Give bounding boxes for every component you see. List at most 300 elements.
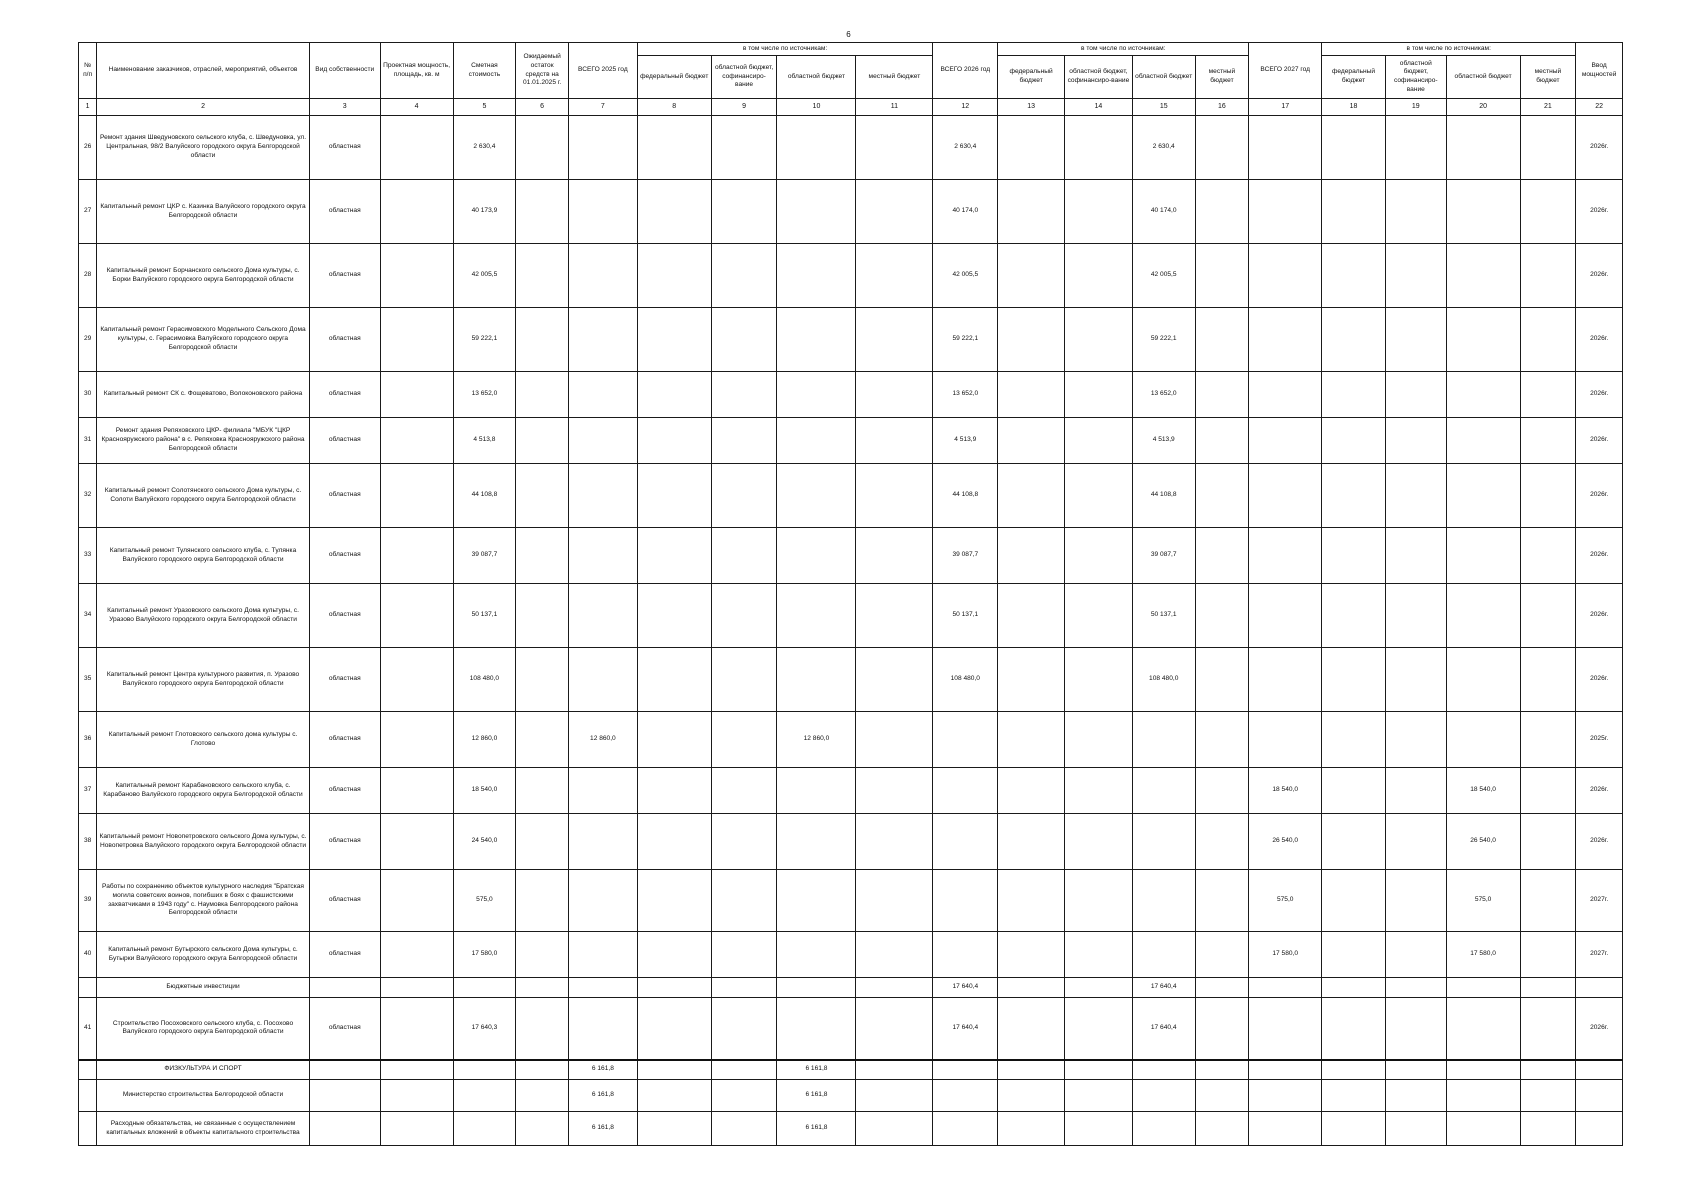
empty-cell — [637, 1080, 711, 1112]
empty-cell — [711, 1112, 777, 1146]
total-2026-cell: 17 640,4 — [933, 998, 998, 1060]
total-2026-cell: 39 087,7 — [933, 528, 998, 584]
empty-cell — [711, 464, 777, 528]
empty-cell — [380, 998, 453, 1060]
table-row — [79, 116, 1623, 180]
empty-cell — [516, 870, 569, 932]
empty-cell — [1249, 116, 1322, 180]
empty-cell — [1195, 978, 1249, 998]
empty-cell — [1520, 584, 1576, 648]
empty-cell — [1322, 180, 1386, 244]
column-number: 16 — [1195, 99, 1249, 116]
empty-cell — [1520, 1112, 1576, 1146]
empty-cell — [79, 1080, 97, 1112]
empty-cell — [309, 978, 380, 998]
section-row-sport — [79, 1060, 1623, 1080]
empty-cell — [1195, 584, 1249, 648]
empty-cell — [856, 814, 933, 870]
empty-cell — [998, 372, 1065, 418]
total-2025-cell: 6 161,8 — [568, 1112, 637, 1146]
empty-cell — [637, 978, 711, 998]
regional-2026-cell: 50 137,1 — [1132, 584, 1195, 648]
section-row-budget-investments — [79, 978, 1623, 998]
total-2027-cell: 17 580,0 — [1249, 932, 1322, 978]
column-number: 21 — [1520, 99, 1576, 116]
commission-year-cell: 2026г. — [1576, 464, 1623, 528]
empty-cell — [1195, 712, 1249, 768]
empty-cell — [1446, 244, 1520, 308]
empty-cell — [1249, 1060, 1322, 1080]
empty-cell — [1065, 768, 1133, 814]
empty-cell — [516, 814, 569, 870]
row-number: 39 — [79, 870, 97, 932]
column-number: 19 — [1385, 99, 1446, 116]
empty-cell — [1065, 814, 1133, 870]
empty-cell — [1446, 712, 1520, 768]
regional-2027-cell: 26 540,0 — [1446, 814, 1520, 870]
total-2026-cell: 59 222,1 — [933, 308, 998, 372]
empty-cell — [637, 528, 711, 584]
table-row — [79, 932, 1623, 978]
empty-cell — [1520, 244, 1576, 308]
empty-cell — [856, 932, 933, 978]
empty-cell — [1446, 584, 1520, 648]
column-numbers-row — [79, 99, 1623, 116]
empty-cell — [998, 584, 1065, 648]
row-number: 30 — [79, 372, 97, 418]
estimate-cell: 2 630,4 — [453, 116, 516, 180]
estimate-cell: 13 652,0 — [453, 372, 516, 418]
empty-cell — [1065, 464, 1133, 528]
empty-cell — [1520, 372, 1576, 418]
object-name: Капитальный ремонт СК с. Фощеватово, Волоконовского района — [97, 372, 310, 418]
empty-cell — [568, 998, 637, 1060]
empty-cell — [380, 180, 453, 244]
empty-cell — [1385, 998, 1446, 1060]
ownership-cell: областная — [309, 528, 380, 584]
empty-cell — [1520, 528, 1576, 584]
empty-cell — [933, 814, 998, 870]
empty-cell — [637, 768, 711, 814]
empty-cell — [777, 528, 856, 584]
empty-cell — [637, 116, 711, 180]
empty-cell — [856, 648, 933, 712]
regional-2026-cell: 4 513,9 — [1132, 418, 1195, 464]
empty-cell — [516, 712, 569, 768]
empty-cell — [1520, 998, 1576, 1060]
regional-2025-cell: 6 161,8 — [777, 1060, 856, 1080]
empty-cell — [711, 814, 777, 870]
empty-cell — [516, 1060, 569, 1080]
empty-cell — [1385, 584, 1446, 648]
empty-cell — [1520, 464, 1576, 528]
empty-cell — [777, 932, 856, 978]
regional-2026-cell: 17 640,4 — [1132, 978, 1195, 998]
empty-cell — [1195, 180, 1249, 244]
empty-cell — [1385, 244, 1446, 308]
commission-year-cell: 2025г. — [1576, 712, 1623, 768]
column-number: 12 — [933, 99, 998, 116]
empty-cell — [1195, 528, 1249, 584]
empty-cell — [711, 870, 777, 932]
empty-cell — [637, 1112, 711, 1146]
ownership-cell: областная — [309, 998, 380, 1060]
commission-year-cell: 2026г. — [1576, 308, 1623, 372]
row-number: 36 — [79, 712, 97, 768]
col-ownership: Вид собственности — [309, 43, 380, 99]
table-row — [79, 768, 1623, 814]
empty-cell — [568, 932, 637, 978]
empty-cell — [1132, 932, 1195, 978]
empty-cell — [711, 418, 777, 464]
regional-2026-cell: 59 222,1 — [1132, 308, 1195, 372]
empty-cell — [516, 1112, 569, 1146]
empty-cell — [380, 768, 453, 814]
estimate-cell: 39 087,7 — [453, 528, 516, 584]
empty-cell — [1385, 1080, 1446, 1112]
empty-cell — [516, 418, 569, 464]
empty-cell — [380, 116, 453, 180]
col-federal-2027: федеральный бюджет — [1322, 56, 1386, 99]
empty-cell — [380, 712, 453, 768]
ownership-cell: областная — [309, 584, 380, 648]
empty-cell — [637, 932, 711, 978]
empty-cell — [856, 1080, 933, 1112]
empty-cell — [516, 244, 569, 308]
empty-cell — [856, 116, 933, 180]
col-num: № п/п — [79, 43, 97, 99]
empty-cell — [1065, 1080, 1133, 1112]
empty-cell — [1249, 584, 1322, 648]
col-cofin-2027: областной бюджет, софинансиро-вание — [1385, 56, 1446, 99]
empty-cell — [998, 464, 1065, 528]
empty-cell — [1446, 116, 1520, 180]
total-2026-cell: 50 137,1 — [933, 584, 998, 648]
empty-cell — [637, 998, 711, 1060]
column-number: 10 — [777, 99, 856, 116]
empty-cell — [933, 1080, 998, 1112]
empty-cell — [1520, 1060, 1576, 1080]
empty-cell — [568, 418, 637, 464]
header-row — [79, 43, 1623, 56]
budget-table — [78, 42, 1623, 1146]
table-row — [79, 584, 1623, 648]
table-row — [79, 528, 1623, 584]
empty-cell — [1322, 1080, 1386, 1112]
section-label: Министерство строительства Белгородской области — [97, 1080, 310, 1112]
empty-cell — [777, 180, 856, 244]
column-number: 5 — [453, 99, 516, 116]
empty-cell — [998, 308, 1065, 372]
object-name: Ремонт здания Репяховского ЦКР- филиала "МБУК "ЦКР Краснояружского района" в с. Репяховка Краснояружского района Белгородской области — [97, 418, 310, 464]
table-row — [79, 180, 1623, 244]
estimate-cell: 59 222,1 — [453, 308, 516, 372]
empty-cell — [380, 648, 453, 712]
commission-year-cell: 2027г. — [1576, 870, 1623, 932]
empty-cell — [568, 814, 637, 870]
empty-cell — [1385, 1060, 1446, 1080]
estimate-cell: 575,0 — [453, 870, 516, 932]
table-row — [79, 998, 1623, 1060]
empty-cell — [1322, 1060, 1386, 1080]
empty-cell — [1195, 372, 1249, 418]
empty-cell — [1576, 1080, 1623, 1112]
empty-cell — [1322, 418, 1386, 464]
empty-cell — [637, 308, 711, 372]
empty-cell — [568, 768, 637, 814]
commission-year-cell: 2026г. — [1576, 180, 1623, 244]
total-2027-cell: 18 540,0 — [1249, 768, 1322, 814]
col-remainder: Ожидаемый остаток средств на 01.01.2025 г. — [516, 43, 569, 99]
empty-cell — [1446, 1112, 1520, 1146]
estimate-cell: 42 005,5 — [453, 244, 516, 308]
table-row — [79, 244, 1623, 308]
object-name: Работы по сохранению объектов культурного наследия "Братская могила советских воинов, погибших в боях с фашистскими захватчиками в 1943 году" с. Наумовка Белгородского района Белгородской области — [97, 870, 310, 932]
ownership-cell: областная — [309, 418, 380, 464]
empty-cell — [1385, 768, 1446, 814]
column-number: 17 — [1249, 99, 1322, 116]
object-name: Капитальный ремонт Герасимовского Модельного Сельского Дома культуры, с. Герасимовка Валуйского городского округа Белгородской области — [97, 308, 310, 372]
empty-cell — [1385, 180, 1446, 244]
empty-cell — [1385, 528, 1446, 584]
sources-group-2025: в том числе по источникам: — [637, 43, 933, 56]
col-local-2025: местный бюджет — [856, 56, 933, 99]
empty-cell — [1576, 1112, 1623, 1146]
empty-cell — [711, 308, 777, 372]
empty-cell — [1520, 768, 1576, 814]
empty-cell — [856, 768, 933, 814]
commission-year-cell: 2026г. — [1576, 998, 1623, 1060]
empty-cell — [1195, 244, 1249, 308]
empty-cell — [568, 464, 637, 528]
total-2026-cell: 42 005,5 — [933, 244, 998, 308]
regional-2025-cell: 12 860,0 — [777, 712, 856, 768]
col-total-2027: ВСЕГО 2027 год — [1249, 43, 1322, 99]
empty-cell — [1520, 712, 1576, 768]
empty-cell — [998, 528, 1065, 584]
empty-cell — [453, 1060, 516, 1080]
empty-cell — [711, 932, 777, 978]
empty-cell — [1195, 648, 1249, 712]
empty-cell — [1322, 116, 1386, 180]
col-local-2026: местный бюджет — [1195, 56, 1249, 99]
object-name: Капитальный ремонт ЦКР с. Казинка Валуйского городского округа Белгородской области — [97, 180, 310, 244]
col-cofin-2026: областной бюджет, софинансиро-вание — [1065, 56, 1133, 99]
empty-cell — [1385, 870, 1446, 932]
empty-cell — [856, 978, 933, 998]
empty-cell — [933, 870, 998, 932]
empty-cell — [711, 180, 777, 244]
empty-cell — [568, 116, 637, 180]
empty-cell — [568, 870, 637, 932]
empty-cell — [1322, 244, 1386, 308]
empty-cell — [1249, 1112, 1322, 1146]
empty-cell — [1249, 372, 1322, 418]
section-label: Бюджетные инвестиции — [97, 978, 310, 998]
empty-cell — [1249, 180, 1322, 244]
ownership-cell: областная — [309, 244, 380, 308]
empty-cell — [1065, 180, 1133, 244]
regional-2025-cell: 6 161,8 — [777, 1112, 856, 1146]
empty-cell — [1322, 814, 1386, 870]
empty-cell — [711, 528, 777, 584]
empty-cell — [1249, 528, 1322, 584]
empty-cell — [516, 464, 569, 528]
total-2026-cell: 13 652,0 — [933, 372, 998, 418]
row-number: 32 — [79, 464, 97, 528]
empty-cell — [856, 870, 933, 932]
object-name: Капитальный ремонт Уразовского сельского Дома культуры, с. Уразово Валуйского городского округа Белгородской области — [97, 584, 310, 648]
empty-cell — [1446, 418, 1520, 464]
table-row — [79, 308, 1623, 372]
empty-cell — [1249, 418, 1322, 464]
column-number: 9 — [711, 99, 777, 116]
empty-cell — [1520, 870, 1576, 932]
empty-cell — [777, 418, 856, 464]
col-capacity: Проектная мощность, площадь, кв. м — [380, 43, 453, 99]
empty-cell — [777, 584, 856, 648]
estimate-cell: 24 540,0 — [453, 814, 516, 870]
empty-cell — [711, 584, 777, 648]
empty-cell — [380, 1080, 453, 1112]
row-number: 27 — [79, 180, 97, 244]
estimate-cell: 18 540,0 — [453, 768, 516, 814]
empty-cell — [998, 932, 1065, 978]
estimate-cell: 17 580,0 — [453, 932, 516, 978]
sources-group-2027: в том числе по источникам: — [1322, 43, 1576, 56]
table-row — [79, 418, 1623, 464]
empty-cell — [380, 528, 453, 584]
empty-cell — [1132, 1080, 1195, 1112]
empty-cell — [998, 768, 1065, 814]
empty-cell — [1249, 998, 1322, 1060]
empty-cell — [1322, 308, 1386, 372]
empty-cell — [1446, 648, 1520, 712]
regional-2027-cell: 575,0 — [1446, 870, 1520, 932]
empty-cell — [1322, 870, 1386, 932]
column-number: 22 — [1576, 99, 1623, 116]
empty-cell — [1249, 712, 1322, 768]
empty-cell — [516, 116, 569, 180]
empty-cell — [380, 1112, 453, 1146]
empty-cell — [637, 418, 711, 464]
column-number: 6 — [516, 99, 569, 116]
empty-cell — [1195, 1112, 1249, 1146]
empty-cell — [516, 584, 569, 648]
empty-cell — [1065, 584, 1133, 648]
empty-cell — [516, 648, 569, 712]
row-number: 26 — [79, 116, 97, 180]
empty-cell — [568, 528, 637, 584]
commission-year-cell: 2026г. — [1576, 768, 1623, 814]
empty-cell — [1520, 1080, 1576, 1112]
empty-cell — [1195, 932, 1249, 978]
empty-cell — [933, 768, 998, 814]
empty-cell — [516, 308, 569, 372]
col-estimate: Сметная стоимость — [453, 43, 516, 99]
col-commission: Ввод мощностей — [1576, 43, 1623, 99]
regional-2027-cell: 18 540,0 — [1446, 768, 1520, 814]
col-local-2027: местный бюджет — [1520, 56, 1576, 99]
total-2025-cell: 12 860,0 — [568, 712, 637, 768]
empty-cell — [1065, 244, 1133, 308]
section-row-ministry — [79, 1080, 1623, 1112]
empty-cell — [1249, 308, 1322, 372]
empty-cell — [1322, 1112, 1386, 1146]
regional-2026-cell: 39 087,7 — [1132, 528, 1195, 584]
empty-cell — [568, 244, 637, 308]
empty-cell — [1132, 768, 1195, 814]
empty-cell — [856, 1112, 933, 1146]
empty-cell — [1446, 180, 1520, 244]
col-name: Наименование заказчиков, отраслей, мероприятий, объектов — [97, 43, 310, 99]
empty-cell — [998, 712, 1065, 768]
commission-year-cell: 2027г. — [1576, 932, 1623, 978]
section-label: Расходные обязательства, не связанные с осуществлением капитальных вложений в объекты капитального строительства — [97, 1112, 310, 1146]
empty-cell — [1195, 1080, 1249, 1112]
empty-cell — [711, 372, 777, 418]
empty-cell — [1249, 464, 1322, 528]
row-number: 38 — [79, 814, 97, 870]
total-2026-cell: 44 108,8 — [933, 464, 998, 528]
object-name: Капитальный ремонт Тулянского сельского клуба, с. Тулянка Валуйского городского округа Белгородской области — [97, 528, 310, 584]
ownership-cell: областная — [309, 712, 380, 768]
empty-cell — [998, 180, 1065, 244]
empty-cell — [1385, 932, 1446, 978]
total-2027-cell: 26 540,0 — [1249, 814, 1322, 870]
empty-cell — [309, 1112, 380, 1146]
total-2026-cell: 17 640,4 — [933, 978, 998, 998]
empty-cell — [1576, 978, 1623, 998]
regional-2026-cell: 108 480,0 — [1132, 648, 1195, 712]
empty-cell — [1195, 308, 1249, 372]
column-number: 18 — [1322, 99, 1386, 116]
object-name: Капитальный ремонт Солотянского сельского Дома культуры, с. Солоти Валуйского городского округа Белгородской области — [97, 464, 310, 528]
empty-cell — [856, 418, 933, 464]
empty-cell — [1520, 932, 1576, 978]
empty-cell — [933, 712, 998, 768]
empty-cell — [380, 814, 453, 870]
empty-cell — [1065, 1060, 1133, 1080]
ownership-cell: областная — [309, 648, 380, 712]
page-number: 6 — [846, 30, 851, 39]
column-number: 15 — [1132, 99, 1195, 116]
empty-cell — [777, 116, 856, 180]
empty-cell — [777, 870, 856, 932]
empty-cell — [1385, 372, 1446, 418]
empty-cell — [1322, 932, 1386, 978]
empty-cell — [777, 768, 856, 814]
empty-cell — [1065, 978, 1133, 998]
empty-cell — [1322, 648, 1386, 712]
col-federal-2025: федеральный бюджет — [637, 56, 711, 99]
commission-year-cell: 2026г. — [1576, 814, 1623, 870]
ownership-cell: областная — [309, 932, 380, 978]
regional-2026-cell: 2 630,4 — [1132, 116, 1195, 180]
empty-cell — [1322, 372, 1386, 418]
empty-cell — [1446, 372, 1520, 418]
commission-year-cell: 2026г. — [1576, 116, 1623, 180]
empty-cell — [856, 244, 933, 308]
empty-cell — [856, 308, 933, 372]
empty-cell — [1520, 116, 1576, 180]
ownership-cell: областная — [309, 464, 380, 528]
empty-cell — [777, 308, 856, 372]
empty-cell — [568, 978, 637, 998]
empty-cell — [1385, 648, 1446, 712]
empty-cell — [711, 998, 777, 1060]
empty-cell — [516, 978, 569, 998]
